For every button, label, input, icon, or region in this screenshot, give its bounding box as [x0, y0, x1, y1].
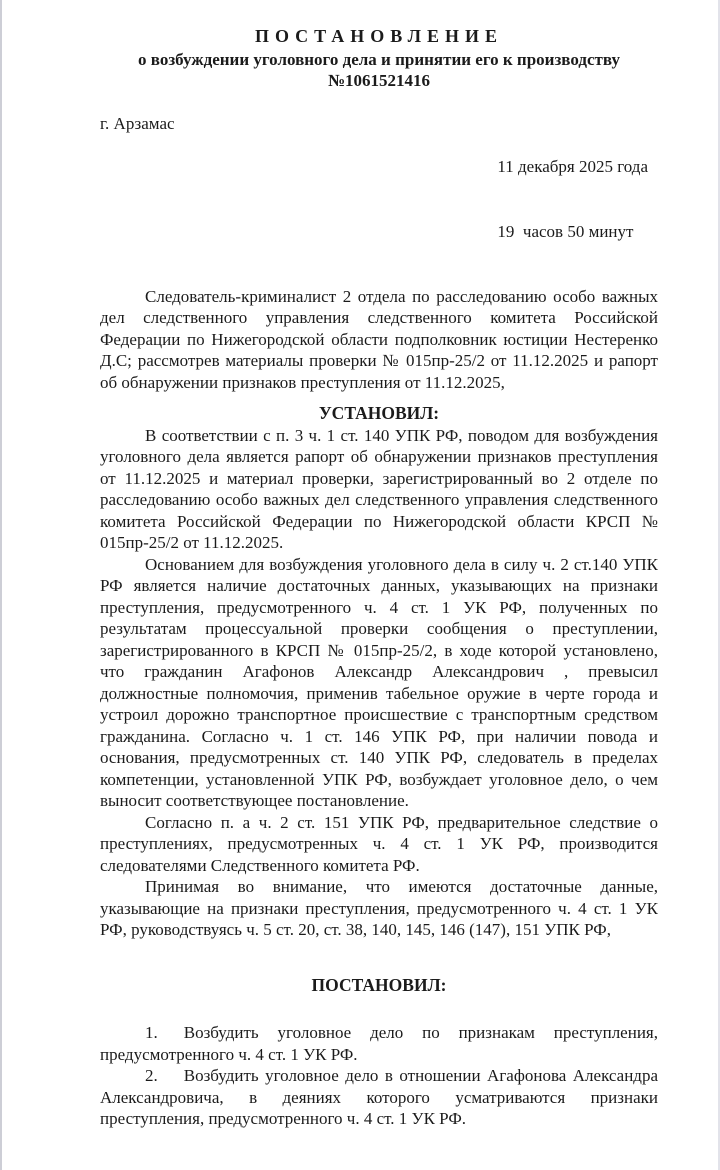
document-title: ПОСТАНОВЛЕНИЕ [254, 26, 504, 46]
case-number: №1061521416 [327, 71, 431, 90]
document-subtitle: о возбуждении уголовного дела и принятии его к производству [138, 49, 620, 69]
established-paragraph-4: Принимая во внимание, что имеются достаточные данные, указывающие на признаки преступления, предусмотренного ч. 4 ст. 1 УК РФ, руководствуясь ч. 5 ст. 20, ст. 38, 140, 145, 146 (147), 151 УПК РФ, [100, 877, 658, 939]
document-datetime [497, 113, 648, 286]
document-date: 11 декабря 2025 года [497, 156, 648, 176]
document-header [100, 26, 658, 92]
place-date-row [100, 113, 658, 286]
established-heading: УСТАНОВИЛ: [318, 403, 440, 423]
resolution-item-2 [100, 1065, 658, 1130]
established-paragraph-1: В соответствии с п. 3 ч. 1 ст. 140 УПК РФ, поводом для возбуждения уголовного дела является рапорт об обнаружении признаков преступления от 11.12.2025 и материал проверки, зарегистрированный во 2 отделе по расследованию особо важных дел следственного управления следственного комитета Российской Федерации по Нижегородской области КРСП № 015пр-25/2 от 11.12.2025. [100, 425, 658, 552]
resolution-item-1-number: 1. [145, 1023, 158, 1042]
document-place: г. Арзамас [100, 113, 175, 133]
resolution-item-2-text: Возбудить уголовное дело в отношении Агафонова Александра Александровича, в деяниях которого усматриваются признаки преступления, предусмотренного ч. 4 ст. 1 УК РФ. [100, 1066, 658, 1128]
resolved-heading: ПОСТАНОВИЛ: [311, 974, 447, 995]
document-time: 19 часов 50 минут [497, 221, 634, 241]
resolution-item-2-number: 2. [145, 1066, 158, 1085]
intro-paragraph: Следователь-криминалист 2 отдела по расследованию особо важных дел следственного управления следственного комитета Российской Федерации по Нижегородской области подполковник юстиции Нестеренко Д.С; рассмотрев материалы проверки № 015пр-25/2 от 11.12.2025 и рапорт об обнаружении признаков преступления от 11.12.2025, [100, 286, 658, 392]
resolution-item-1 [100, 1022, 658, 1065]
established-paragraph-3: Согласно п. а ч. 2 ст. 151 УПК РФ, предварительное следствие о преступлениях, предусмотренных ч. 4 ст. 1 УК РФ, производится следователями Следственного комитета РФ. [100, 812, 658, 875]
established-paragraph-2: Основанием для возбуждения уголовного дела в силу ч. 2 ст.140 УПК РФ является наличие достаточных данных, указывающих на признаки преступления, предусмотренного ч. 4 ст. 1 УК РФ, полученных по результатам процессуальной проверки сообщения о преступлении, зарегистрированного в КРСП № 015пр-25/2, в ходе которой установлено, что гражданин Агафонов Александр Александрович , превысил должностные полномочия, применив табельное оружие в черте города и устроил дорожно транспортное происшествие с транспортным средством гражданина. Согласно ч. 1 ст. 146 УПК РФ, при наличии повода и основания, предусмотренных ст. 140 УПК РФ, следователь в пределах компетенции, установленной УПК РФ, возбуждает уголовное дело, о чем выносит соответствующее постановление. [100, 554, 658, 810]
resolution-item-1-text: Возбудить уголовное дело по признакам преступления, предусмотренного ч. 4 ст. 1 УК РФ. [100, 1023, 658, 1064]
